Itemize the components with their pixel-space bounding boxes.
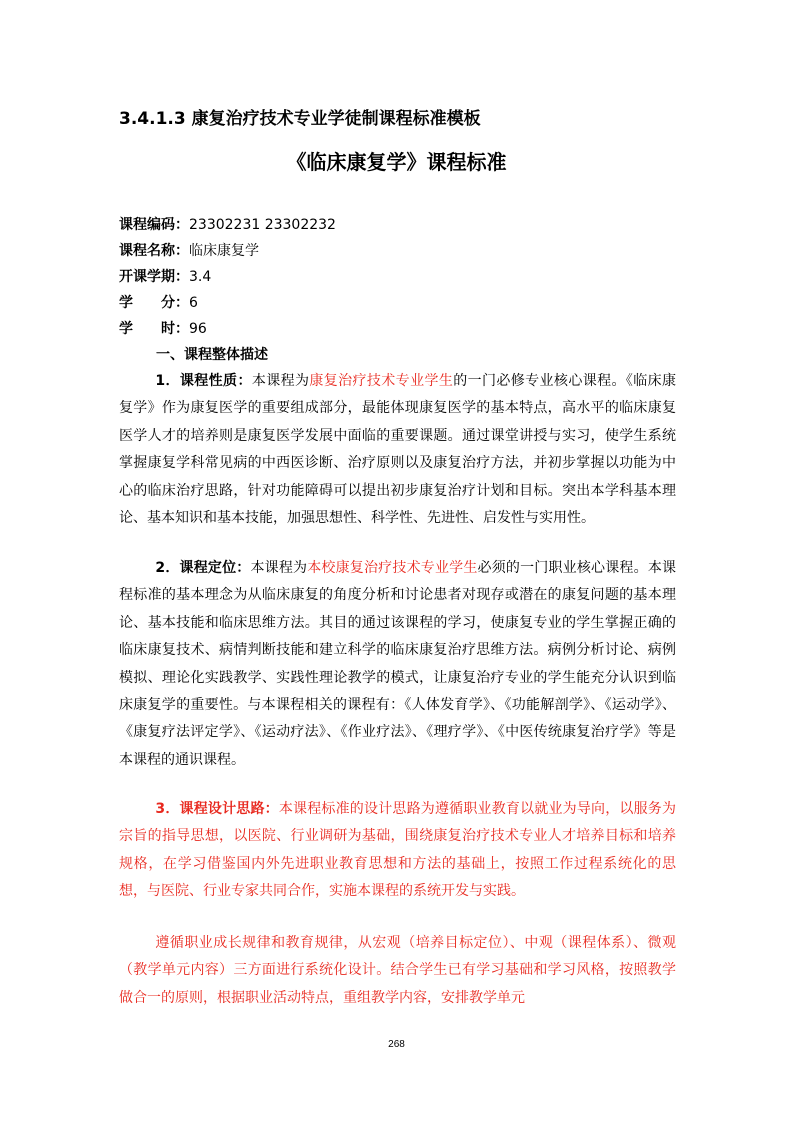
paragraph-text: 本课程标准的设计思路为遵循职业教育以就业为导向，以服务为宗旨的指导思想，以医院、行业调研为基础，围绕康复治疗技术专业人才培养目标和培养规格，在学习借鉴国内外先进职业教育思想和方法的基础上，按照工作过程系统化的思想，与医院、行业专家共同合作，实施本课程的系统开发与实践。 (119, 801, 677, 900)
section-heading: 3.4.1.3 康复治疗技术专业学徒制课程标准模板 (119, 109, 481, 129)
paragraph-text: 本课程为 (251, 373, 310, 389)
paragraph-lead: 3．课程设计思路： (155, 801, 279, 817)
meta-label: 开课学期： (119, 269, 189, 285)
page-number: 268 (388, 1039, 405, 1050)
highlighted-text: 本校康复治疗技术专业学生 (307, 560, 478, 576)
paragraph-design-approach (119, 796, 676, 906)
highlighted-text: 康复治疗技术专业学生 (309, 373, 454, 389)
paragraph-design-detail (119, 930, 676, 1012)
paragraph-text: 的一门必修专业核心课程。《临床康复学》作为康复医学的重要组成部分，最能体现康复医学的基本特点，高水平的临床康复医学人才的培养则是康复医学发展中面临的重要课题。通过课堂讲授与实习，使学生系统掌握康复学科常见病的中西医诊断、治疗原则以及康复治疗方法，并初步掌握以功能为中心的临床治疗思路，针对功能障碍可以提出初步康复治疗计划和目标。突出本学科基本理论、基本知识和基本技能，加强思想性、科学性、先进性、启发性与实用性。 (119, 373, 677, 527)
meta-row-course-code (119, 212, 336, 238)
paragraph-lead: 2．课程定位： (155, 560, 251, 576)
meta-label: 学 分： (119, 295, 189, 311)
paragraph-course-positioning (119, 555, 676, 774)
paragraph-text: 本课程为 (250, 560, 308, 576)
meta-row-semester (119, 264, 336, 290)
meta-row-credits (119, 290, 336, 316)
meta-label: 学 时： (119, 321, 189, 337)
meta-value: 6 (189, 295, 198, 311)
meta-row-hours (119, 316, 336, 342)
meta-value: 23302231 23302232 (189, 217, 336, 233)
meta-value: 临床康复学 (189, 243, 259, 259)
paragraph-course-nature (119, 368, 676, 532)
meta-label: 课程名称： (119, 243, 189, 259)
meta-label: 课程编码： (119, 217, 189, 233)
meta-value: 3.4 (189, 269, 212, 285)
document-title: 《临床康复学》课程标准 (286, 150, 507, 174)
meta-value: 96 (189, 321, 207, 337)
course-meta (119, 212, 336, 342)
paragraph-lead: 1．课程性质： (155, 373, 252, 389)
paragraph-text: 遵循职业成长规律和教育规律，从宏观（培养目标定位）、中观（课程体系）、微观（教学单元内容）三方面进行系统化设计。结合学生已有学习基础和学习风格，按照教学做合一的原则，根据职业活动特点，重组教学内容，安排教学单元 (119, 935, 676, 1006)
paragraph-text: 必须的一门职业核心课程。本课程标准的基本理念为从临床康复的角度分析和讨论患者对现存或潜在的康复问题的基本理论、基本技能和临床思维方法。其目的通过该课程的学习，使康复专业的学生掌握正确的临床康复技术、病情判断技能和建立科学的临床康复治疗思维方法。病例分析讨论、病例模拟、理论化实践教学、实践性理论教学的模式，让康复治疗专业的学生能充分认识到临床康复学的重要性。与本课程相关的课程有：《人体发育学》、《功能解剖学》、《运动学》、《康复疗法评定学》、《运动疗法》、《作业疗法》、《理疗学》、《中医传统康复治疗学》等是本课程的通识课程。 (119, 560, 677, 768)
meta-row-course-name (119, 238, 336, 264)
section-1-heading: 一、课程整体描述 (156, 347, 268, 363)
